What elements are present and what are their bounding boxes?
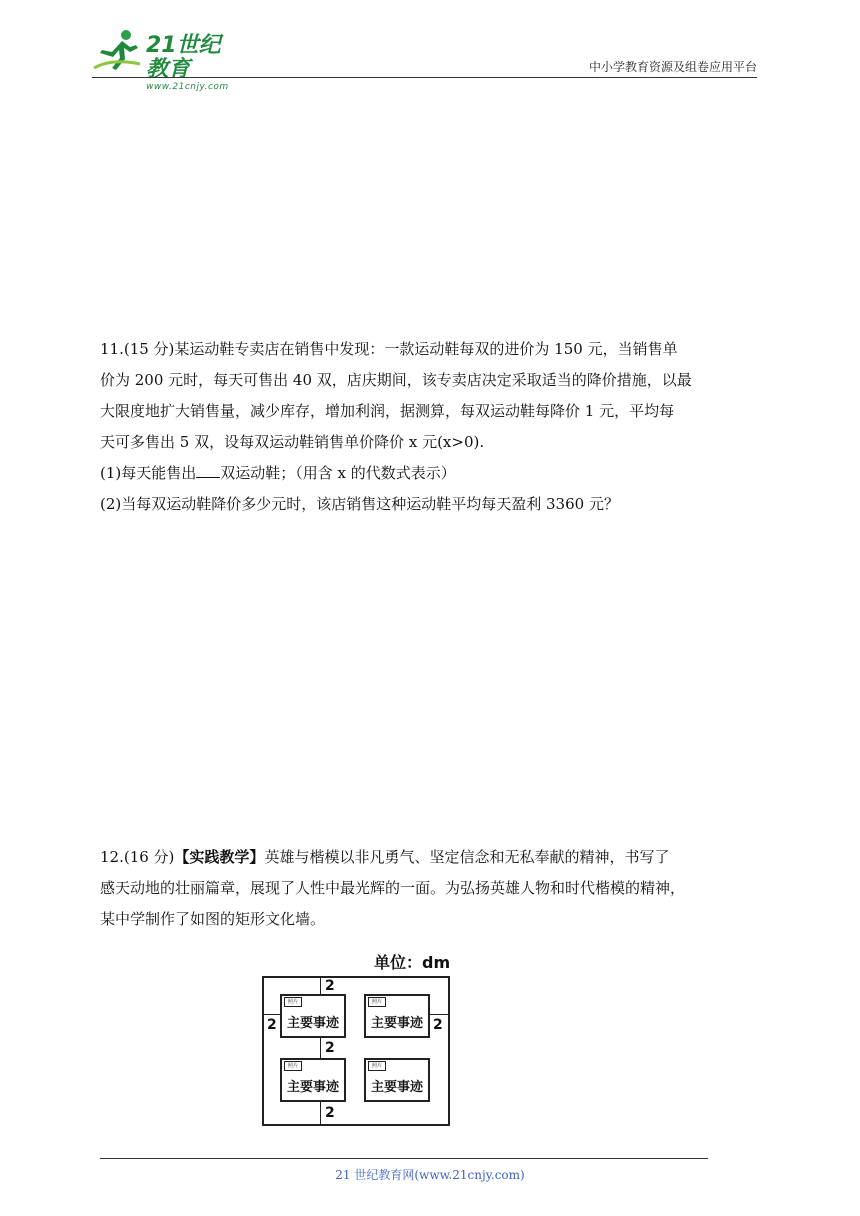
page-header (92, 28, 757, 92)
q12-line-2: 感天动地的壮丽篇章，展现了人性中最光辉的一面。为弘扬英雄人物和时代楷模的精神， (100, 879, 686, 897)
q12-tag: 【实践教学】 (174, 848, 265, 866)
logo-url: www.21cnjy.com (146, 82, 229, 92)
q12-line-1-text: 英雄与楷模以非凡勇气、坚定信念和无私奉献的精神，书写了 (264, 848, 670, 866)
site-logo (92, 28, 229, 92)
dim-label-right: 2 (433, 1017, 443, 1033)
question-12 (100, 842, 772, 935)
dim-label-bottom: 2 (325, 1105, 335, 1121)
question-11 (100, 334, 772, 520)
dim-label-middle: 2 (325, 1040, 335, 1056)
unit-label: 单位：dm (374, 953, 451, 972)
q11-line-2: 价为 200 元时，每天可售出 40 双，店庆期间，该专卖店决定采取适当的降价措施，以最 (100, 371, 692, 389)
q11-line-4: 天可多售出 5 双，设每双运动鞋销售单价降价 x 元(x>0). (100, 433, 485, 451)
q11-line-1: 11.(15 分)某运动鞋专卖店在销售中发现：一款运动鞋每双的进价为 150 元，当销售单 (100, 340, 678, 358)
footer-source: 21 世纪教育网(www.21cnjy.com) (335, 1168, 525, 1182)
q12-line-1 (100, 842, 772, 873)
dim-label-top: 2 (325, 978, 335, 994)
q11-part-1 (100, 458, 772, 489)
dim-label-left: 2 (267, 1017, 277, 1033)
q11-part-2: (2)当每双运动鞋降价多少元时，该店销售这种运动鞋平均每天盈利 3360 元？ (100, 495, 619, 513)
panel-bottom-left (280, 1058, 346, 1102)
dim-arrow-top (320, 978, 321, 994)
dim-arrow-right (430, 1014, 448, 1015)
deeds-label: 主要事迹 (286, 1080, 339, 1095)
panel-top-right (364, 994, 430, 1038)
photo-label: 照片 (284, 1061, 302, 1071)
photo-label: 照片 (368, 1061, 386, 1071)
deeds-label: 主要事迹 (370, 1080, 423, 1095)
q11-line-3: 大限度地扩大销售量，减少库存，增加利润，据测算，每双运动鞋每降价 1 元，平均每 (100, 402, 675, 420)
answer-blank (196, 463, 220, 478)
culture-wall-rectangle (262, 976, 450, 1126)
dim-arrow-left (264, 1014, 280, 1015)
dim-arrow-middle (320, 1038, 321, 1058)
photo-label: 照片 (368, 997, 386, 1007)
panel-top-left (280, 994, 346, 1038)
q11-part-1-lead: (1)每天能售出 (100, 464, 197, 482)
photo-label: 照片 (284, 997, 302, 1007)
footer-divider (100, 1158, 708, 1159)
dim-arrow-bottom (320, 1102, 321, 1124)
deeds-label: 主要事迹 (286, 1016, 339, 1031)
q12-line-3: 某中学制作了如图的矩形文化墙。 (100, 910, 326, 928)
q12-number: 12.(16 分) (100, 848, 175, 866)
culture-wall-figure (258, 950, 458, 1130)
q11-part-1-tail: 双运动鞋；（用含 x 的代数式表示） (220, 464, 456, 482)
platform-name: 中小学教育资源及组卷应用平台 (588, 60, 757, 74)
runner-logo-icon (92, 28, 144, 72)
deeds-label: 主要事迹 (370, 1016, 423, 1031)
header-divider (92, 77, 757, 78)
panel-bottom-right (364, 1058, 430, 1102)
logo-title: 21世纪教育 (146, 33, 221, 82)
